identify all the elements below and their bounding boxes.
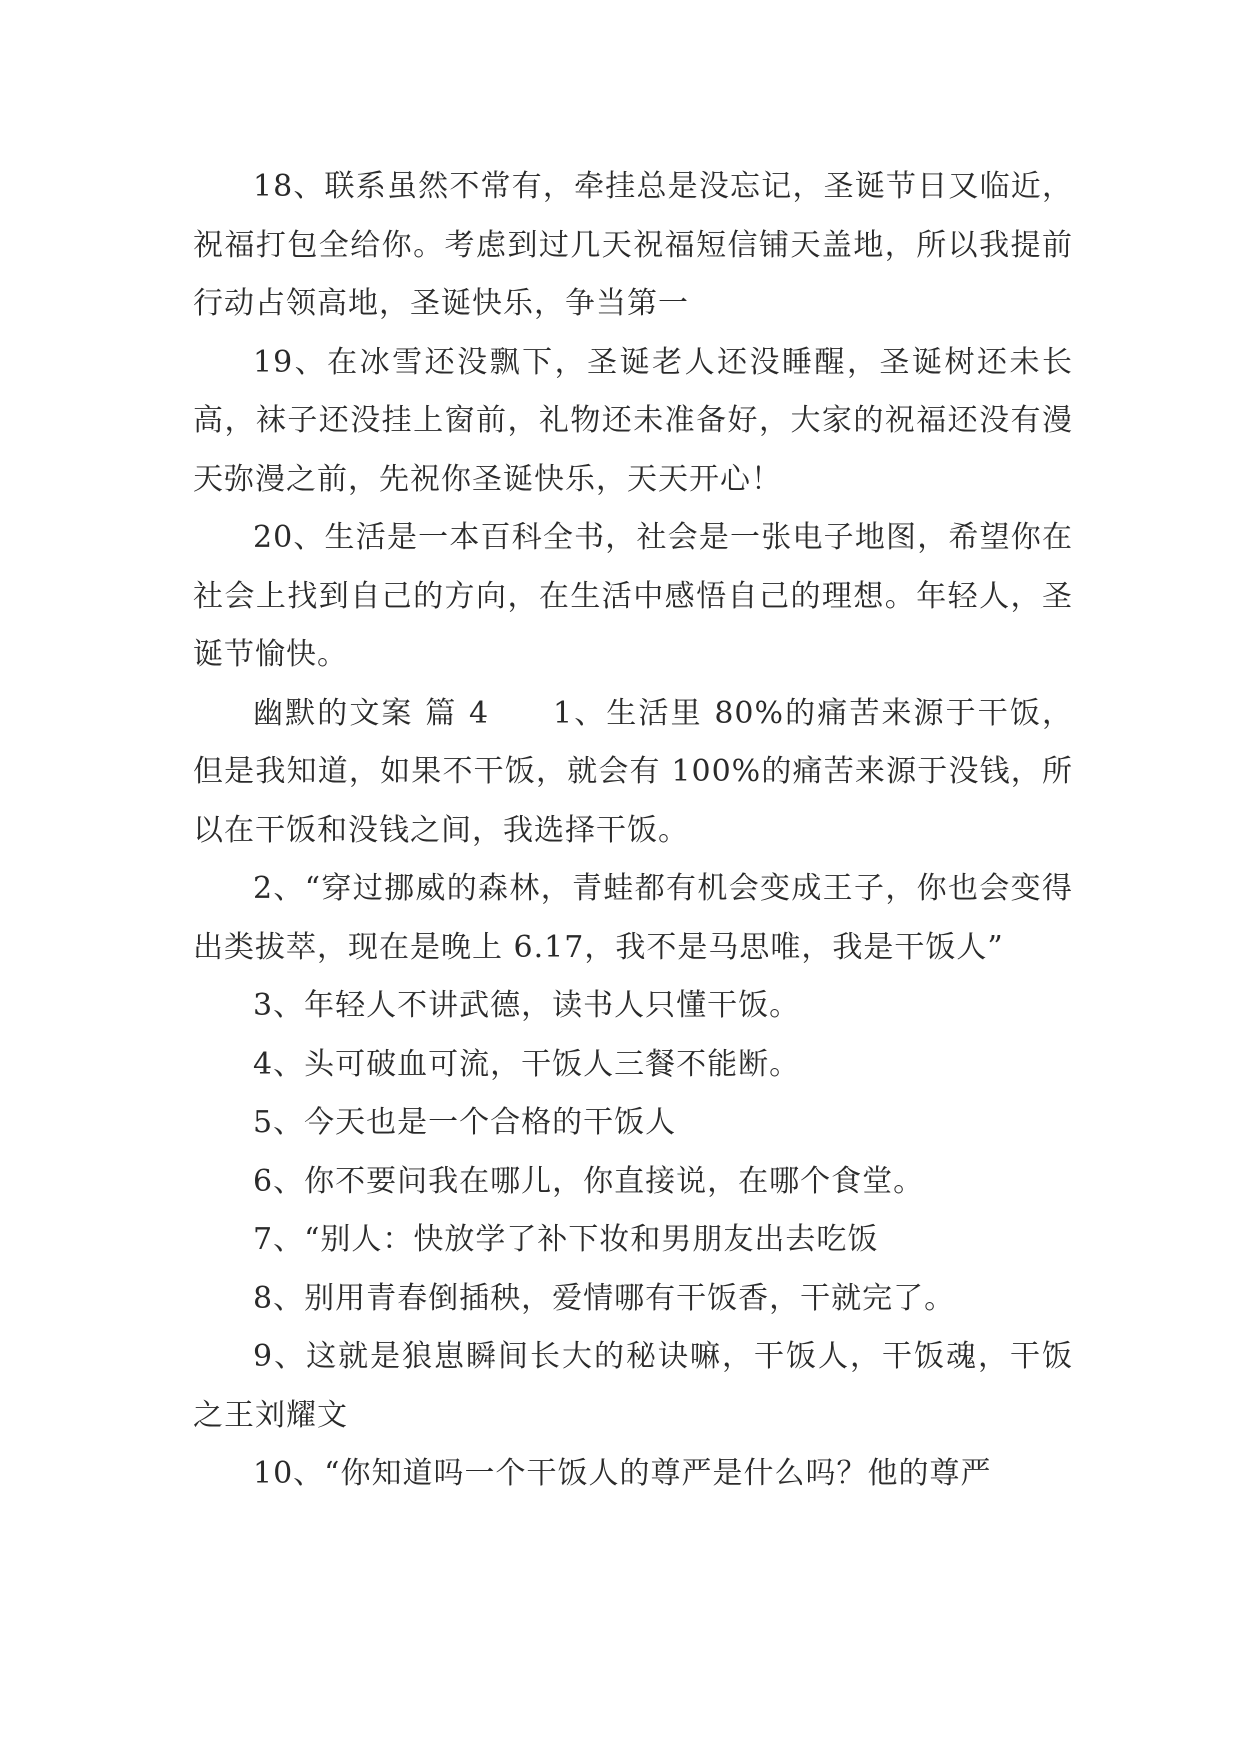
paragraph-2: 2、“穿过挪威的森林，青蛙都有机会变成王子，你也会变得出类拔萃，现在是晚上 6.17，我不是马思唯，我是干饭人” (193, 871, 1073, 965)
document-body (193, 158, 1073, 1504)
section-4-row (193, 685, 1073, 861)
section-heading: 幽默的文案 篇 4 (253, 695, 490, 731)
paragraph-6: 6、你不要问我在哪儿，你直接说，在哪个食堂。 (253, 1163, 925, 1199)
paragraph-8: 8、别用青春倒插秧，爱情哪有干饭香，干就完了。 (253, 1280, 956, 1316)
paragraph-18: 18、联系虽然不常有，牵挂总是没忘记，圣诞节日又临近，祝福打包全给你。考虑到过几天祝福短信铺天盖地，所以我提前行动占领高地，圣诞快乐，争当第一 (193, 169, 1073, 321)
paragraph-4: 4、头可破血可流，干饭人三餐不能断。 (253, 1046, 801, 1082)
section-first-item: 1、生活里 80%的痛苦来源于干饭，但是我知道，如果不干饭，就会有 100%的痛苦来源于没钱，所以在干饭和没钱之间，我选择干饭。 (193, 695, 1073, 848)
paragraph-10: 10、“你知道吗一个干饭人的尊严是什么吗？他的尊严 (253, 1456, 992, 1491)
paragraph-19: 19、在冰雪还没飘下，圣诞老人还没睡醒，圣诞树还未长高，袜子还没挂上窗前，礼物还未准备好，大家的祝福还没有漫天弥漫之前，先祝你圣诞快乐，天天开心！ (193, 344, 1073, 497)
paragraph-3: 3、年轻人不讲武德，读书人只懂干饭。 (253, 988, 801, 1023)
paragraph-9: 9、这就是狼崽瞬间长大的秘诀嘛，干饭人，干饭魂，干饭之王刘耀文 (193, 1339, 1073, 1433)
paragraph-7: 7、“别人：快放学了补下妆和男朋友出去吃饭 (253, 1222, 879, 1257)
paragraph-5: 5、今天也是一个合格的干饭人 (253, 1105, 677, 1140)
paragraph-20: 20、生活是一本百科全书，社会是一张电子地图，希望你在社会上找到自己的方向，在生活中感悟自己的理想。年轻人，圣诞节愉快。 (193, 520, 1073, 672)
